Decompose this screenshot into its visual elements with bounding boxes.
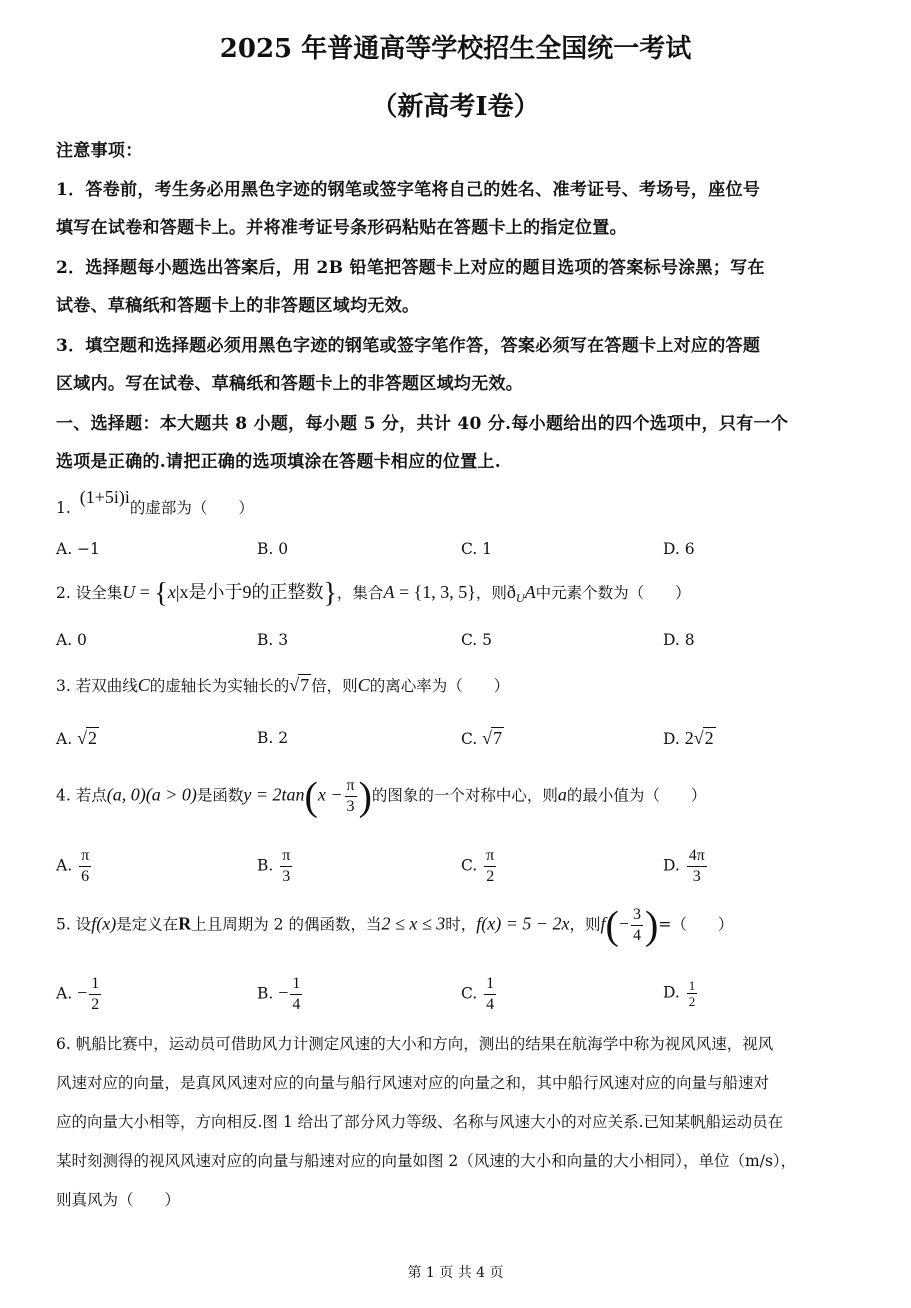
q2-complement-sub: U bbox=[515, 591, 525, 606]
q2-text-2: ，集合 bbox=[336, 584, 384, 602]
q2-complement-symbol: ð bbox=[506, 582, 516, 602]
q5-option-a[interactable]: A. − $\frac{1}{2}$ bbox=[56, 975, 100, 1013]
q5-f: f bbox=[600, 913, 606, 934]
q2-set-condition: x是小于9的正整数 bbox=[179, 582, 324, 602]
q3-text-2: 的虚轴长为实轴长的 bbox=[149, 677, 290, 695]
q5-option-b[interactable]: B. − $\frac{1}{4}$ bbox=[257, 975, 301, 1013]
option-label: A. bbox=[56, 984, 73, 1003]
q5-minus: − bbox=[618, 913, 630, 934]
q1-expression: (1+5i)i bbox=[79, 487, 130, 507]
q4-text-2: 是函数 bbox=[196, 786, 244, 805]
option-label: D. bbox=[663, 730, 680, 748]
q2-option-a[interactable]: A. 0 bbox=[56, 631, 87, 649]
question-number: 4. bbox=[56, 786, 71, 805]
option-value: 7 bbox=[493, 728, 503, 748]
q2-option-c[interactable]: C. 5 bbox=[461, 631, 493, 649]
q4-inner: x − bbox=[317, 784, 343, 805]
option-value: 2 bbox=[704, 728, 714, 748]
q5-text-4: 时， bbox=[445, 915, 477, 934]
option-label: C. bbox=[461, 856, 478, 875]
q3-option-c[interactable]: C. √7 bbox=[461, 728, 503, 748]
q3-option-b[interactable]: B. 2 bbox=[257, 729, 289, 747]
exam-title: 2025 年普通高等学校招生全国统一考试 bbox=[219, 34, 692, 64]
q5-definition: f(x) = 5 − 2x bbox=[476, 913, 570, 934]
option-label: D. bbox=[663, 983, 680, 1002]
q2-text-3: ，则 bbox=[475, 584, 507, 602]
option-label: C. bbox=[461, 984, 478, 1003]
question-6-line-1: 6. 帆船比赛中，运动员可借助风力计测定风速的大小和方向，测出的结果在航海学中称为视风风速，视风 bbox=[56, 1035, 774, 1053]
q5-text-6: =（ ） bbox=[658, 915, 734, 934]
question-3 bbox=[56, 674, 509, 696]
question-1 bbox=[56, 487, 254, 518]
exam-subtitle: （新高考Ⅰ卷） bbox=[371, 92, 540, 122]
notice-item-1-line-2: 填写在试卷和答题卡上。并将准考证号条形码粘贴在答题卡上的指定位置。 bbox=[56, 218, 627, 238]
option-label: D. bbox=[663, 856, 680, 875]
option-label: A. bbox=[56, 856, 73, 875]
q4-var-a: a bbox=[557, 784, 567, 805]
option-label: C. bbox=[461, 730, 478, 748]
question-6-line-5: 则真风为（ ） bbox=[56, 1191, 181, 1209]
question-6-line-4: 某时刻测得的视风风速对应的向量与船速对应的向量如图 2（风速的大小和向量的大小相同），单位（m/s）， bbox=[56, 1152, 797, 1170]
q2-option-d[interactable]: D. 8 bbox=[663, 631, 695, 649]
question-2: 2. 设全集U = {x|x是小于9的正整数}，集合A = {1, 3, 5}，则$ð_UA$中元素个数为（ ） bbox=[56, 578, 691, 609]
q5-real-set: R bbox=[178, 913, 192, 934]
q5-text-3: 上且周期为 2 的偶函数，当 bbox=[191, 915, 382, 934]
option-label: B. bbox=[257, 856, 274, 875]
question-number: 1. bbox=[56, 499, 71, 517]
notice-item-1-line-1: 1．答卷前，考生务必用黑色字迹的钢笔或签字笔将自己的姓名、准考证号、考场号，座位号 bbox=[56, 180, 761, 200]
q3-option-d[interactable]: D. 2√2 bbox=[663, 728, 714, 748]
q2-equals: = bbox=[135, 582, 155, 602]
q5-option-c[interactable]: C. $\frac{1}{4}$ bbox=[461, 975, 495, 1013]
question-6-line-2: 风速对应的向量，是真风风速对应的向量与船行风速对应的向量之和，其中船行风速对应的向量与船速对 bbox=[56, 1074, 770, 1092]
q3-sqrt-value: 7 bbox=[300, 675, 310, 695]
section-heading-line-2: 选项是正确的.请把正确的选项填涂在答题卡相应的位置上. bbox=[56, 452, 501, 472]
q5-option-d[interactable]: D. $\frac{1}{2}$ bbox=[663, 978, 696, 1009]
q1-option-a[interactable]: A. −1 bbox=[56, 540, 100, 558]
question-5: 5. 设f(x)是定义在R上且周期为 2 的偶函数，当2 ≤ x ≤ 3时，f(x) = 5 − 2x，则f(− $\frac{3}{4}$ )=（ ） bbox=[56, 902, 734, 948]
notice-item-3-line-2: 区域内。写在试卷、草稿纸和答题卡上的非答题区域均无效。 bbox=[56, 374, 524, 394]
q1-text: 的虚部为（ ） bbox=[129, 499, 254, 517]
q1-option-b[interactable]: B. 0 bbox=[257, 540, 289, 558]
q4-function: y = 2tan bbox=[243, 784, 305, 805]
q4-text: 若点 bbox=[75, 786, 107, 805]
q3-text-4: 的离心率为（ ） bbox=[369, 677, 510, 695]
q4-option-a[interactable]: A. $\frac{\pi}{6}$ bbox=[56, 847, 90, 885]
question-6-line-3: 应的向量大小相等，方向相反.图 1 给出了部分风力等级、名称与风速大小的对应关系.已知某帆船运动员在 bbox=[56, 1113, 784, 1131]
option-label: B. bbox=[257, 984, 274, 1003]
page-footer: 第 1 页 共 4 页 bbox=[407, 1265, 504, 1281]
q4-fraction: $\frac{\pi}{3}$ bbox=[346, 777, 355, 815]
notice-item-3-line-1: 3．填空题和选择题必须用黑色字迹的钢笔或签字笔作答，答案必须写在答题卡上对应的答题 bbox=[56, 336, 761, 356]
question-4: 4. 若点(a, 0)(a > 0)是函数y = 2tan(x − $\frac{\pi}{3}$ )的图象的一个对称中心，则a的最小值为（ ） bbox=[56, 773, 707, 819]
q2-complement-set: A bbox=[524, 582, 536, 602]
q4-text-3: 的图象的一个对称中心，则 bbox=[371, 786, 558, 805]
q3-curve-c-2: C bbox=[357, 675, 370, 695]
section-heading-line-1: 一、选择题：本大题共 8 小题，每小题 5 分，共计 40 分.每小题给出的四个选项中，只有一个 bbox=[56, 414, 789, 434]
q3-text-3: 倍，则 bbox=[311, 677, 358, 695]
q2-set-a-values: = {1, 3, 5} bbox=[394, 582, 476, 602]
question-number: 3. bbox=[56, 677, 71, 695]
question-number: 5. bbox=[56, 915, 71, 934]
option-value: 2 bbox=[87, 728, 97, 748]
q4-text-4: 的最小值为（ ） bbox=[566, 786, 707, 805]
q4-option-b[interactable]: B. $\frac{\pi}{3}$ bbox=[257, 847, 291, 885]
q5-fx: f(x) bbox=[91, 913, 117, 934]
notice-item-2-line-2: 试卷、草稿纸和答题卡上的非答题区域均无效。 bbox=[56, 296, 420, 316]
q2-text: 设全集 bbox=[75, 584, 123, 602]
q5-text: 设 bbox=[75, 915, 92, 934]
q5-condition: 2 ≤ x ≤ 3 bbox=[381, 913, 446, 934]
option-label: A. bbox=[56, 730, 73, 748]
option-coef: 2 bbox=[684, 728, 694, 748]
q3-sqrt: √7 bbox=[289, 675, 310, 695]
q2-set-u: U bbox=[122, 582, 136, 602]
q1-option-c[interactable]: C. 1 bbox=[461, 540, 493, 558]
q1-option-d[interactable]: D. 6 bbox=[663, 540, 695, 558]
question-number: 2. bbox=[56, 584, 71, 602]
q5-text-2: 是定义在 bbox=[116, 915, 179, 934]
q5-text-5: ，则 bbox=[569, 915, 601, 934]
q5-fraction: $\frac{3}{4}$ bbox=[633, 906, 642, 944]
notice-heading: 注意事项： bbox=[56, 141, 143, 161]
q3-text: 若双曲线 bbox=[75, 677, 138, 695]
q2-option-b[interactable]: B. 3 bbox=[257, 631, 289, 649]
q4-option-d[interactable]: D. $\frac{4\pi}{3}$ bbox=[663, 847, 705, 885]
q4-point: (a, 0)(a > 0) bbox=[106, 784, 197, 805]
q4-option-c[interactable]: C. $\frac{\pi}{2}$ bbox=[461, 847, 495, 885]
q2-set-var: x bbox=[167, 582, 176, 602]
notice-item-2-line-1: 2．选择题每小题选出答案后，用 2B 铅笔把答题卡上对应的题目选项的答案标号涂黑；写在 bbox=[56, 258, 765, 278]
q2-set-a: A bbox=[383, 582, 395, 602]
q2-text-4: 中元素个数为（ ） bbox=[535, 584, 691, 602]
q3-curve-c: C bbox=[137, 675, 150, 695]
q3-option-a[interactable]: A. √2 bbox=[56, 728, 97, 748]
